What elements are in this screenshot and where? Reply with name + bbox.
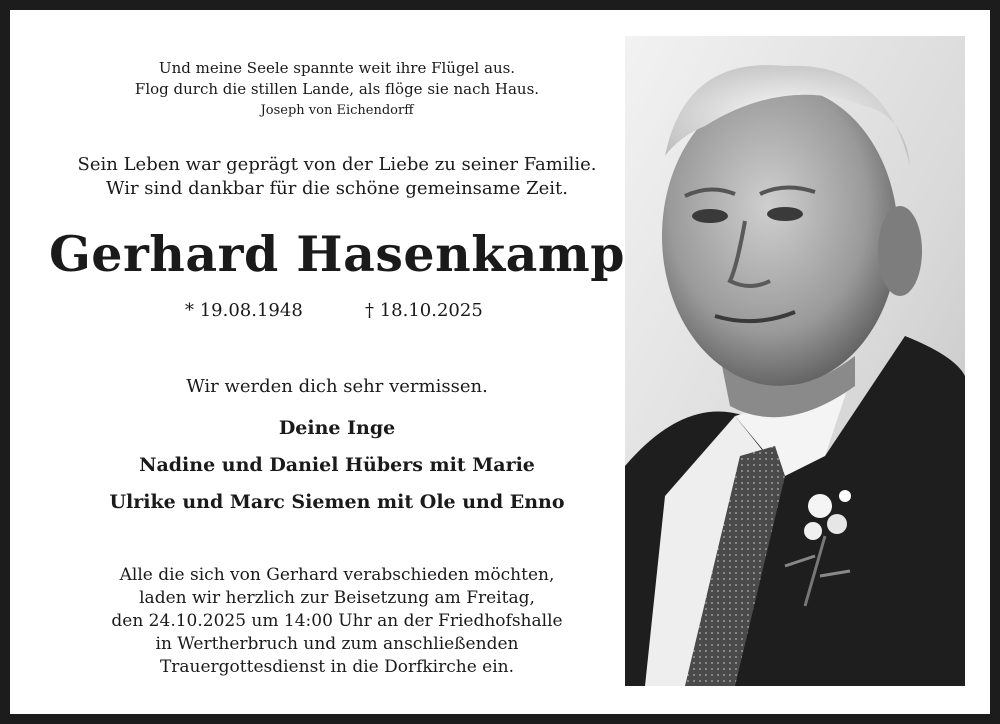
deceased-name: Gerhard Hasenkamp xyxy=(48,225,626,283)
invitation-line: Trauergottesdienst in die Dorfkirche ein. xyxy=(159,657,515,677)
quote-line-2: Flog durch die stillen Lande, als flöge sie nach Haus. xyxy=(134,80,540,98)
portrait-photo xyxy=(625,36,965,686)
birth-date: * 19.08.1948 xyxy=(185,300,303,321)
miss-line: Wir werden dich sehr vermissen. xyxy=(186,376,488,397)
intro-line-2: Wir sind dankbar für die schöne gemeinsame Zeit. xyxy=(106,178,568,199)
intro-line-1: Sein Leben war geprägt von der Liebe zu seiner Familie. xyxy=(77,154,597,175)
quote-author: Joseph von Eichendorff xyxy=(260,103,414,118)
family-member: Ulrike und Marc Siemen mit Ole und Enno xyxy=(109,491,565,513)
invitation-line: den 24.10.2025 um 14:00 Uhr an der Friedhofshalle xyxy=(111,611,563,631)
death-date: † 18.10.2025 xyxy=(365,300,483,321)
invitation-line: laden wir herzlich zur Beisetzung am Freitag, xyxy=(139,588,535,608)
family-member: Nadine und Daniel Hübers mit Marie xyxy=(139,454,535,476)
invitation-line: Alle die sich von Gerhard verabschieden möchten, xyxy=(119,565,555,585)
invitation-line: in Wertherbruch und zum anschließenden xyxy=(155,634,519,654)
portrait-illustration xyxy=(625,36,965,686)
family-member: Deine Inge xyxy=(278,417,396,439)
quote-line-1: Und meine Seele spannte weit ihre Flügel aus. xyxy=(158,59,516,77)
